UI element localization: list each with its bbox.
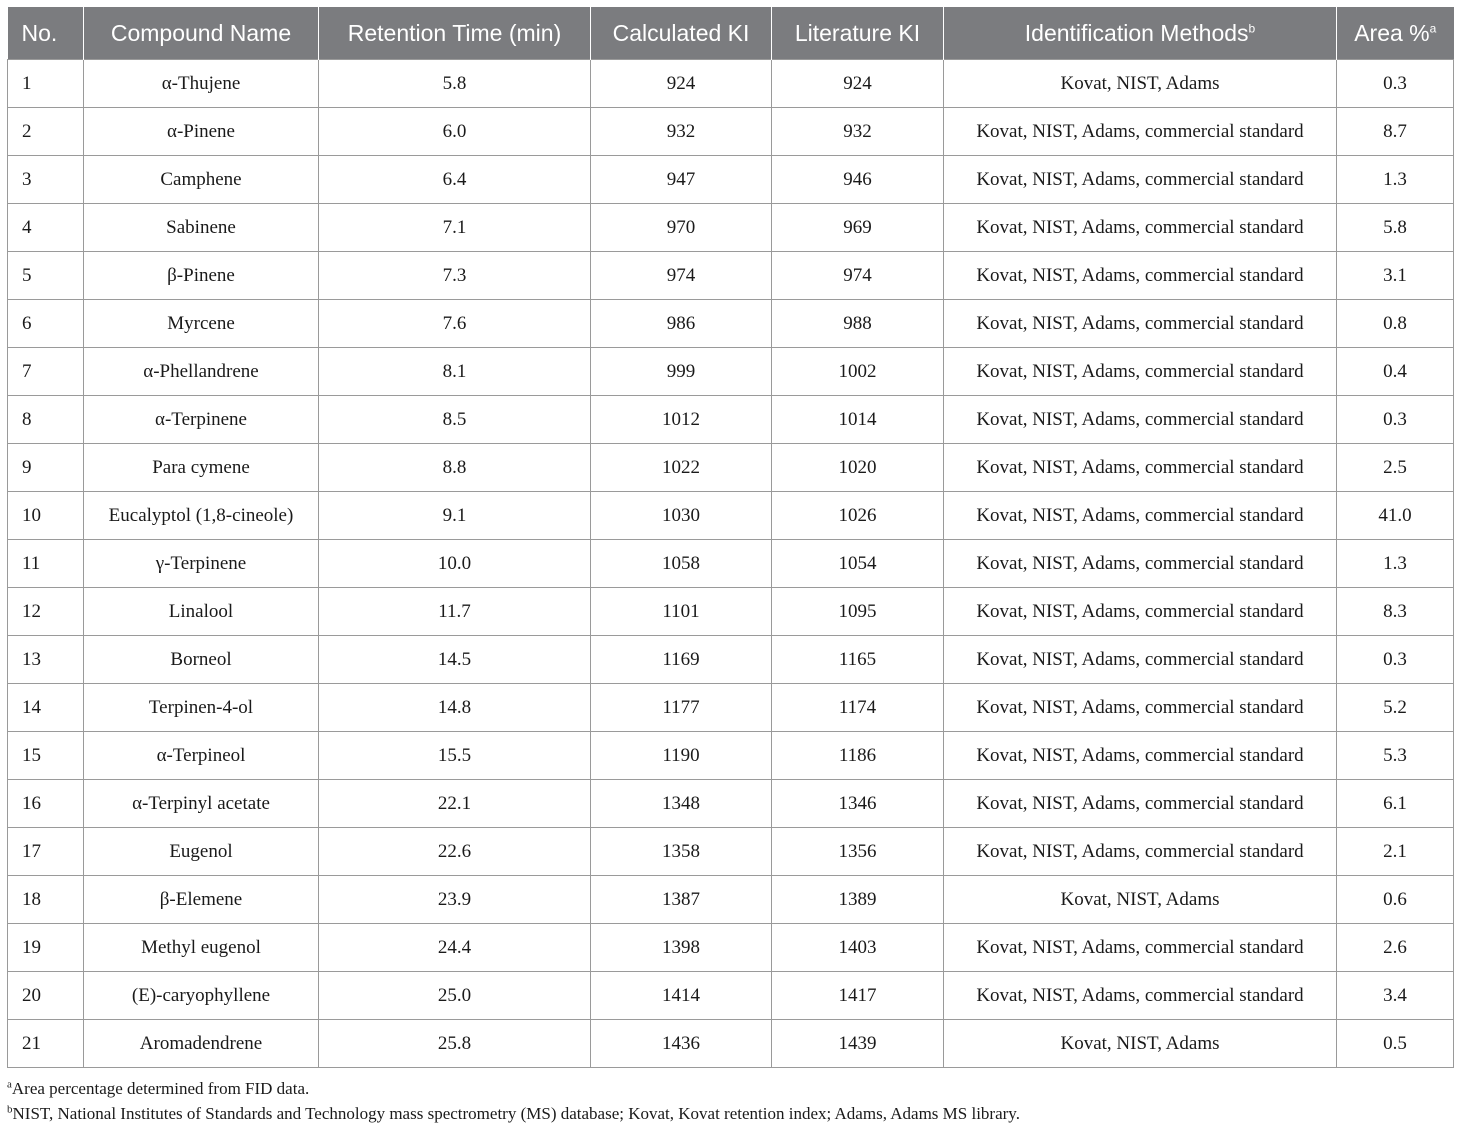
cell-literature-ki: 1346 [772, 780, 944, 828]
cell-identification-methods: Kovat, NIST, Adams [944, 60, 1337, 108]
header-row [8, 7, 1454, 60]
table-row [8, 300, 1454, 348]
cell-no: 12 [8, 588, 84, 636]
cell-area-percent: 8.3 [1337, 588, 1454, 636]
cell-literature-ki: 932 [772, 108, 944, 156]
footnote-b-mark: b [7, 1103, 13, 1116]
cell-calculated-ki: 932 [591, 108, 772, 156]
footnote-mark-a: a [1429, 20, 1437, 35]
footnote-a-text: Area percentage determined from FID data. [11, 1079, 310, 1098]
cell-literature-ki: 1002 [772, 348, 944, 396]
cell-no: 14 [8, 684, 84, 732]
cell-identification-methods: Kovat, NIST, Adams, commercial standard [944, 972, 1337, 1020]
cell-compound-name: α-Pinene [84, 108, 319, 156]
cell-no: 8 [8, 396, 84, 444]
cell-compound-name: Terpinen-4-ol [84, 684, 319, 732]
cell-calculated-ki: 1398 [591, 924, 772, 972]
cell-identification-methods: Kovat, NIST, Adams, commercial standard [944, 348, 1337, 396]
cell-compound-name: Borneol [84, 636, 319, 684]
cell-calculated-ki: 1030 [591, 492, 772, 540]
table-row [8, 60, 1454, 108]
table-row [8, 492, 1454, 540]
cell-retention-time: 22.1 [319, 780, 591, 828]
table-body [8, 60, 1454, 1068]
cell-no: 20 [8, 972, 84, 1020]
cell-literature-ki: 1014 [772, 396, 944, 444]
cell-identification-methods: Kovat, NIST, Adams, commercial standard [944, 396, 1337, 444]
cell-compound-name: β-Elemene [84, 876, 319, 924]
table-row [8, 780, 1454, 828]
cell-compound-name: Methyl eugenol [84, 924, 319, 972]
cell-retention-time: 22.6 [319, 828, 591, 876]
cell-area-percent: 2.5 [1337, 444, 1454, 492]
cell-identification-methods: Kovat, NIST, Adams, commercial standard [944, 636, 1337, 684]
table-row [8, 972, 1454, 1020]
cell-calculated-ki: 1022 [591, 444, 772, 492]
cell-area-percent: 0.5 [1337, 1020, 1454, 1068]
cell-compound-name: Eucalyptol (1,8-cineole) [84, 492, 319, 540]
table-row [8, 252, 1454, 300]
cell-compound-name: (E)-caryophyllene [84, 972, 319, 1020]
header-area-percent [1337, 7, 1454, 60]
cell-literature-ki: 1020 [772, 444, 944, 492]
cell-no: 6 [8, 300, 84, 348]
cell-identification-methods: Kovat, NIST, Adams, commercial standard [944, 780, 1337, 828]
header-identification-methods [944, 7, 1337, 60]
footnote-b [7, 1101, 1453, 1126]
cell-no: 15 [8, 732, 84, 780]
cell-compound-name: α-Terpinene [84, 396, 319, 444]
cell-compound-name: Linalool [84, 588, 319, 636]
table-row [8, 156, 1454, 204]
cell-compound-name: γ-Terpinene [84, 540, 319, 588]
cell-no: 4 [8, 204, 84, 252]
cell-identification-methods: Kovat, NIST, Adams, commercial standard [944, 108, 1337, 156]
cell-area-percent: 0.4 [1337, 348, 1454, 396]
cell-calculated-ki: 1169 [591, 636, 772, 684]
cell-compound-name: α-Thujene [84, 60, 319, 108]
cell-no: 19 [8, 924, 84, 972]
cell-area-percent: 5.8 [1337, 204, 1454, 252]
cell-calculated-ki: 1190 [591, 732, 772, 780]
cell-literature-ki: 1095 [772, 588, 944, 636]
cell-retention-time: 11.7 [319, 588, 591, 636]
cell-area-percent: 1.3 [1337, 156, 1454, 204]
cell-retention-time: 15.5 [319, 732, 591, 780]
cell-retention-time: 7.1 [319, 204, 591, 252]
cell-literature-ki: 1439 [772, 1020, 944, 1068]
cell-literature-ki: 1403 [772, 924, 944, 972]
table-row [8, 684, 1454, 732]
table-row [8, 636, 1454, 684]
cell-no: 11 [8, 540, 84, 588]
cell-area-percent: 1.3 [1337, 540, 1454, 588]
cell-retention-time: 7.6 [319, 300, 591, 348]
table-row [8, 348, 1454, 396]
cell-literature-ki: 988 [772, 300, 944, 348]
cell-retention-time: 14.8 [319, 684, 591, 732]
footnotes [7, 1076, 1453, 1126]
cell-identification-methods: Kovat, NIST, Adams [944, 1020, 1337, 1068]
cell-calculated-ki: 1387 [591, 876, 772, 924]
cell-identification-methods: Kovat, NIST, Adams, commercial standard [944, 588, 1337, 636]
cell-area-percent: 0.3 [1337, 396, 1454, 444]
cell-calculated-ki: 924 [591, 60, 772, 108]
cell-area-percent: 41.0 [1337, 492, 1454, 540]
cell-area-percent: 2.1 [1337, 828, 1454, 876]
footnote-a [7, 1076, 1453, 1101]
footnote-b-text: NIST, National Institutes of Standards and Technology mass spectrometry (MS) database; Kovat, Kovat retention index; Adams, Adams MS library. [12, 1104, 1020, 1123]
cell-area-percent: 3.4 [1337, 972, 1454, 1020]
cell-area-percent: 0.6 [1337, 876, 1454, 924]
table-row [8, 588, 1454, 636]
cell-identification-methods: Kovat, NIST, Adams [944, 876, 1337, 924]
cell-literature-ki: 1165 [772, 636, 944, 684]
cell-retention-time: 25.0 [319, 972, 591, 1020]
cell-area-percent: 0.3 [1337, 60, 1454, 108]
header-compound-name: Compound Name [84, 7, 319, 60]
cell-identification-methods: Kovat, NIST, Adams, commercial standard [944, 492, 1337, 540]
cell-retention-time: 6.0 [319, 108, 591, 156]
cell-literature-ki: 1356 [772, 828, 944, 876]
cell-literature-ki: 1174 [772, 684, 944, 732]
header-retention-time: Retention Time (min) [319, 7, 591, 60]
table-container [7, 7, 1453, 1126]
cell-no: 10 [8, 492, 84, 540]
cell-compound-name: α-Terpineol [84, 732, 319, 780]
table-row [8, 444, 1454, 492]
cell-compound-name: α-Phellandrene [84, 348, 319, 396]
cell-calculated-ki: 1436 [591, 1020, 772, 1068]
cell-calculated-ki: 1012 [591, 396, 772, 444]
cell-compound-name: β-Pinene [84, 252, 319, 300]
cell-literature-ki: 946 [772, 156, 944, 204]
cell-calculated-ki: 1058 [591, 540, 772, 588]
cell-area-percent: 6.1 [1337, 780, 1454, 828]
cell-retention-time: 8.8 [319, 444, 591, 492]
cell-retention-time: 24.4 [319, 924, 591, 972]
cell-area-percent: 5.2 [1337, 684, 1454, 732]
cell-no: 21 [8, 1020, 84, 1068]
table-header [8, 7, 1454, 60]
table-row [8, 828, 1454, 876]
cell-no: 17 [8, 828, 84, 876]
cell-retention-time: 25.8 [319, 1020, 591, 1068]
cell-retention-time: 9.1 [319, 492, 591, 540]
cell-compound-name: Camphene [84, 156, 319, 204]
cell-no: 13 [8, 636, 84, 684]
cell-no: 1 [8, 60, 84, 108]
cell-area-percent: 2.6 [1337, 924, 1454, 972]
table-row [8, 1020, 1454, 1068]
cell-identification-methods: Kovat, NIST, Adams, commercial standard [944, 924, 1337, 972]
cell-retention-time: 10.0 [319, 540, 591, 588]
cell-compound-name: Eugenol [84, 828, 319, 876]
cell-identification-methods: Kovat, NIST, Adams, commercial standard [944, 300, 1337, 348]
cell-identification-methods: Kovat, NIST, Adams, commercial standard [944, 204, 1337, 252]
table-row [8, 732, 1454, 780]
cell-calculated-ki: 947 [591, 156, 772, 204]
header-identification-methods-label: Identification Methods [1024, 19, 1249, 46]
cell-identification-methods: Kovat, NIST, Adams, commercial standard [944, 828, 1337, 876]
compound-table [7, 7, 1454, 1068]
cell-no: 18 [8, 876, 84, 924]
cell-literature-ki: 1417 [772, 972, 944, 1020]
cell-no: 7 [8, 348, 84, 396]
cell-no: 16 [8, 780, 84, 828]
cell-identification-methods: Kovat, NIST, Adams, commercial standard [944, 252, 1337, 300]
cell-identification-methods: Kovat, NIST, Adams, commercial standard [944, 540, 1337, 588]
cell-identification-methods: Kovat, NIST, Adams, commercial standard [944, 444, 1337, 492]
cell-retention-time: 8.5 [319, 396, 591, 444]
cell-calculated-ki: 1101 [591, 588, 772, 636]
header-no: No. [8, 7, 84, 60]
header-literature-ki: Literature KI [772, 7, 944, 60]
table-row [8, 396, 1454, 444]
cell-area-percent: 0.3 [1337, 636, 1454, 684]
cell-no: 5 [8, 252, 84, 300]
header-area-percent-label: Area % [1354, 19, 1430, 46]
header-calculated-ki: Calculated KI [591, 7, 772, 60]
cell-literature-ki: 974 [772, 252, 944, 300]
footnote-a-mark: a [7, 1078, 12, 1091]
cell-no: 2 [8, 108, 84, 156]
cell-calculated-ki: 1177 [591, 684, 772, 732]
cell-calculated-ki: 986 [591, 300, 772, 348]
cell-literature-ki: 969 [772, 204, 944, 252]
cell-compound-name: Myrcene [84, 300, 319, 348]
table-row [8, 204, 1454, 252]
cell-literature-ki: 1186 [772, 732, 944, 780]
cell-retention-time: 5.8 [319, 60, 591, 108]
cell-calculated-ki: 999 [591, 348, 772, 396]
cell-area-percent: 5.3 [1337, 732, 1454, 780]
cell-compound-name: Aromadendrene [84, 1020, 319, 1068]
cell-literature-ki: 1389 [772, 876, 944, 924]
cell-calculated-ki: 1358 [591, 828, 772, 876]
cell-calculated-ki: 1414 [591, 972, 772, 1020]
cell-compound-name: α-Terpinyl acetate [84, 780, 319, 828]
table-row [8, 924, 1454, 972]
cell-retention-time: 7.3 [319, 252, 591, 300]
cell-identification-methods: Kovat, NIST, Adams, commercial standard [944, 684, 1337, 732]
cell-compound-name: Sabinene [84, 204, 319, 252]
cell-retention-time: 14.5 [319, 636, 591, 684]
cell-compound-name: Para cymene [84, 444, 319, 492]
table-row [8, 540, 1454, 588]
cell-retention-time: 23.9 [319, 876, 591, 924]
cell-calculated-ki: 1348 [591, 780, 772, 828]
footnote-mark-b: b [1248, 20, 1256, 35]
cell-literature-ki: 1026 [772, 492, 944, 540]
cell-area-percent: 0.8 [1337, 300, 1454, 348]
cell-no: 9 [8, 444, 84, 492]
cell-literature-ki: 1054 [772, 540, 944, 588]
cell-retention-time: 8.1 [319, 348, 591, 396]
cell-literature-ki: 924 [772, 60, 944, 108]
cell-no: 3 [8, 156, 84, 204]
cell-identification-methods: Kovat, NIST, Adams, commercial standard [944, 732, 1337, 780]
table-row [8, 876, 1454, 924]
cell-identification-methods: Kovat, NIST, Adams, commercial standard [944, 156, 1337, 204]
table-row [8, 108, 1454, 156]
cell-calculated-ki: 974 [591, 252, 772, 300]
cell-calculated-ki: 970 [591, 204, 772, 252]
cell-retention-time: 6.4 [319, 156, 591, 204]
cell-area-percent: 3.1 [1337, 252, 1454, 300]
cell-area-percent: 8.7 [1337, 108, 1454, 156]
